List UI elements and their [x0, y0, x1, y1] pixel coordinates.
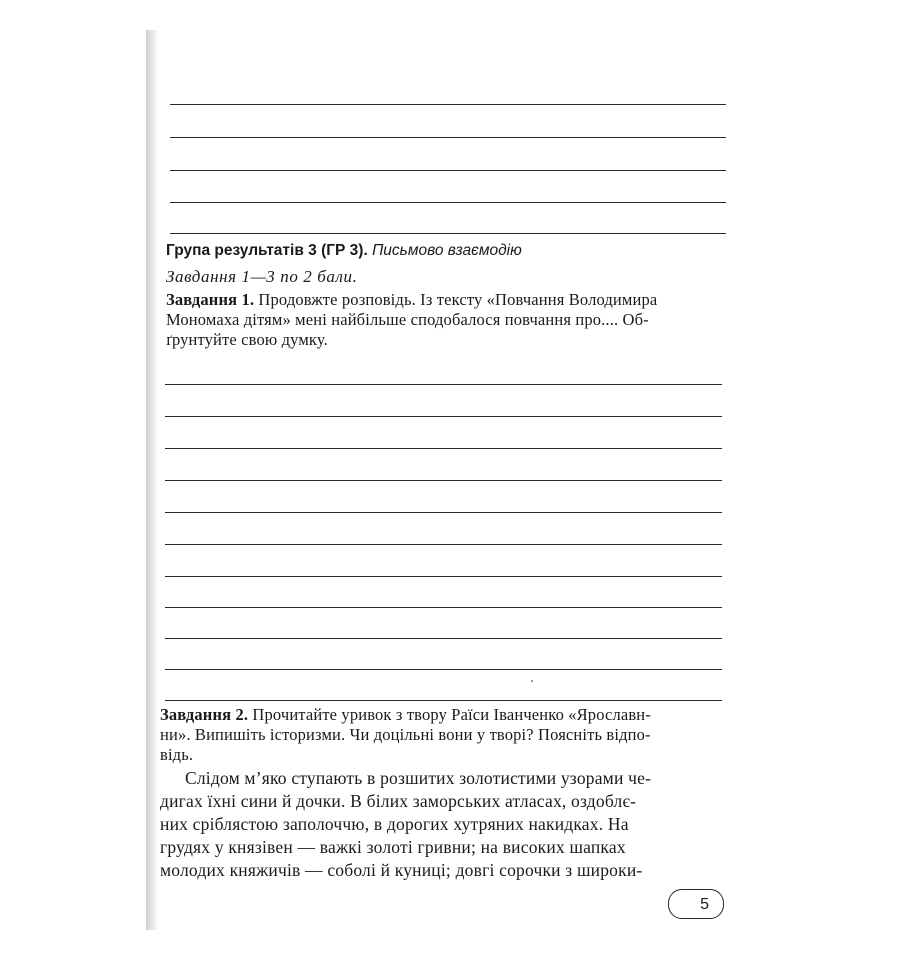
answer-line[interactable]	[170, 170, 726, 171]
excerpt-line4: грудях у князівен — важкі золоті гривни; на високих шапках	[160, 837, 626, 857]
page-number: 5	[700, 896, 709, 913]
excerpt-line1: Слідом м’яко ступають в розшитих золотистими узорами че-	[185, 768, 652, 788]
task2-prompt-line3: відь.	[160, 745, 194, 764]
answer-line[interactable]	[165, 512, 722, 513]
answer-line[interactable]	[165, 638, 722, 639]
answer-line[interactable]	[165, 480, 722, 481]
answer-line[interactable]	[170, 137, 726, 138]
group-header-title: Група результатів 3 (ГР 3).	[166, 242, 368, 259]
task1-prompt-line1	[166, 292, 657, 309]
binding-shadow	[146, 30, 158, 930]
scan-speck	[531, 680, 533, 682]
task2-label: Завдання 2.	[160, 705, 249, 724]
answer-line[interactable]	[165, 669, 722, 670]
task1-text: Продовжте розповідь. Із тексту «Повчання Володимира	[254, 290, 658, 309]
answer-line[interactable]	[165, 448, 722, 449]
answer-line[interactable]	[165, 544, 722, 545]
answer-line[interactable]	[165, 576, 722, 577]
task2-text: Прочитайте уривок з твору Раїси Іванченко «Ярославн-	[248, 705, 651, 724]
group-header-subtitle: Письмово взаємодію	[367, 242, 522, 259]
task1-label: Завдання 1.	[166, 290, 255, 309]
excerpt-line2: дигах їхні сини й дочки. В білих заморських атласах, оздоблє-	[160, 791, 637, 811]
group-header	[166, 243, 522, 259]
excerpt-line5: молодих княжичів — соболі й куниці; довгі сорочки з широки-	[160, 860, 643, 880]
answer-line[interactable]	[170, 233, 726, 234]
task1-prompt-line2: Мономаха дітям» мені найбільше сподобалося повчання про.... Об-	[166, 310, 649, 329]
task1-prompt-line3: ґрунтуйте свою думку.	[166, 330, 328, 349]
task2-prompt-line2: ни». Випишіть історизми. Чи доцільні вони у творі? Поясніть відпо-	[160, 725, 651, 744]
answer-line[interactable]	[165, 607, 722, 608]
answer-line[interactable]	[170, 202, 726, 203]
answer-line[interactable]	[165, 384, 722, 385]
answer-line[interactable]	[170, 104, 726, 105]
task2-prompt-line1	[160, 707, 651, 724]
task-scoring-note: Завдання 1—3 по 2 бали.	[166, 267, 358, 286]
page-number-badge	[668, 889, 724, 919]
excerpt-line3: них сріблястою заполоччю, в дорогих хутряних накидках. На	[160, 814, 629, 834]
answer-line[interactable]	[165, 416, 722, 417]
answer-line[interactable]	[165, 700, 722, 701]
